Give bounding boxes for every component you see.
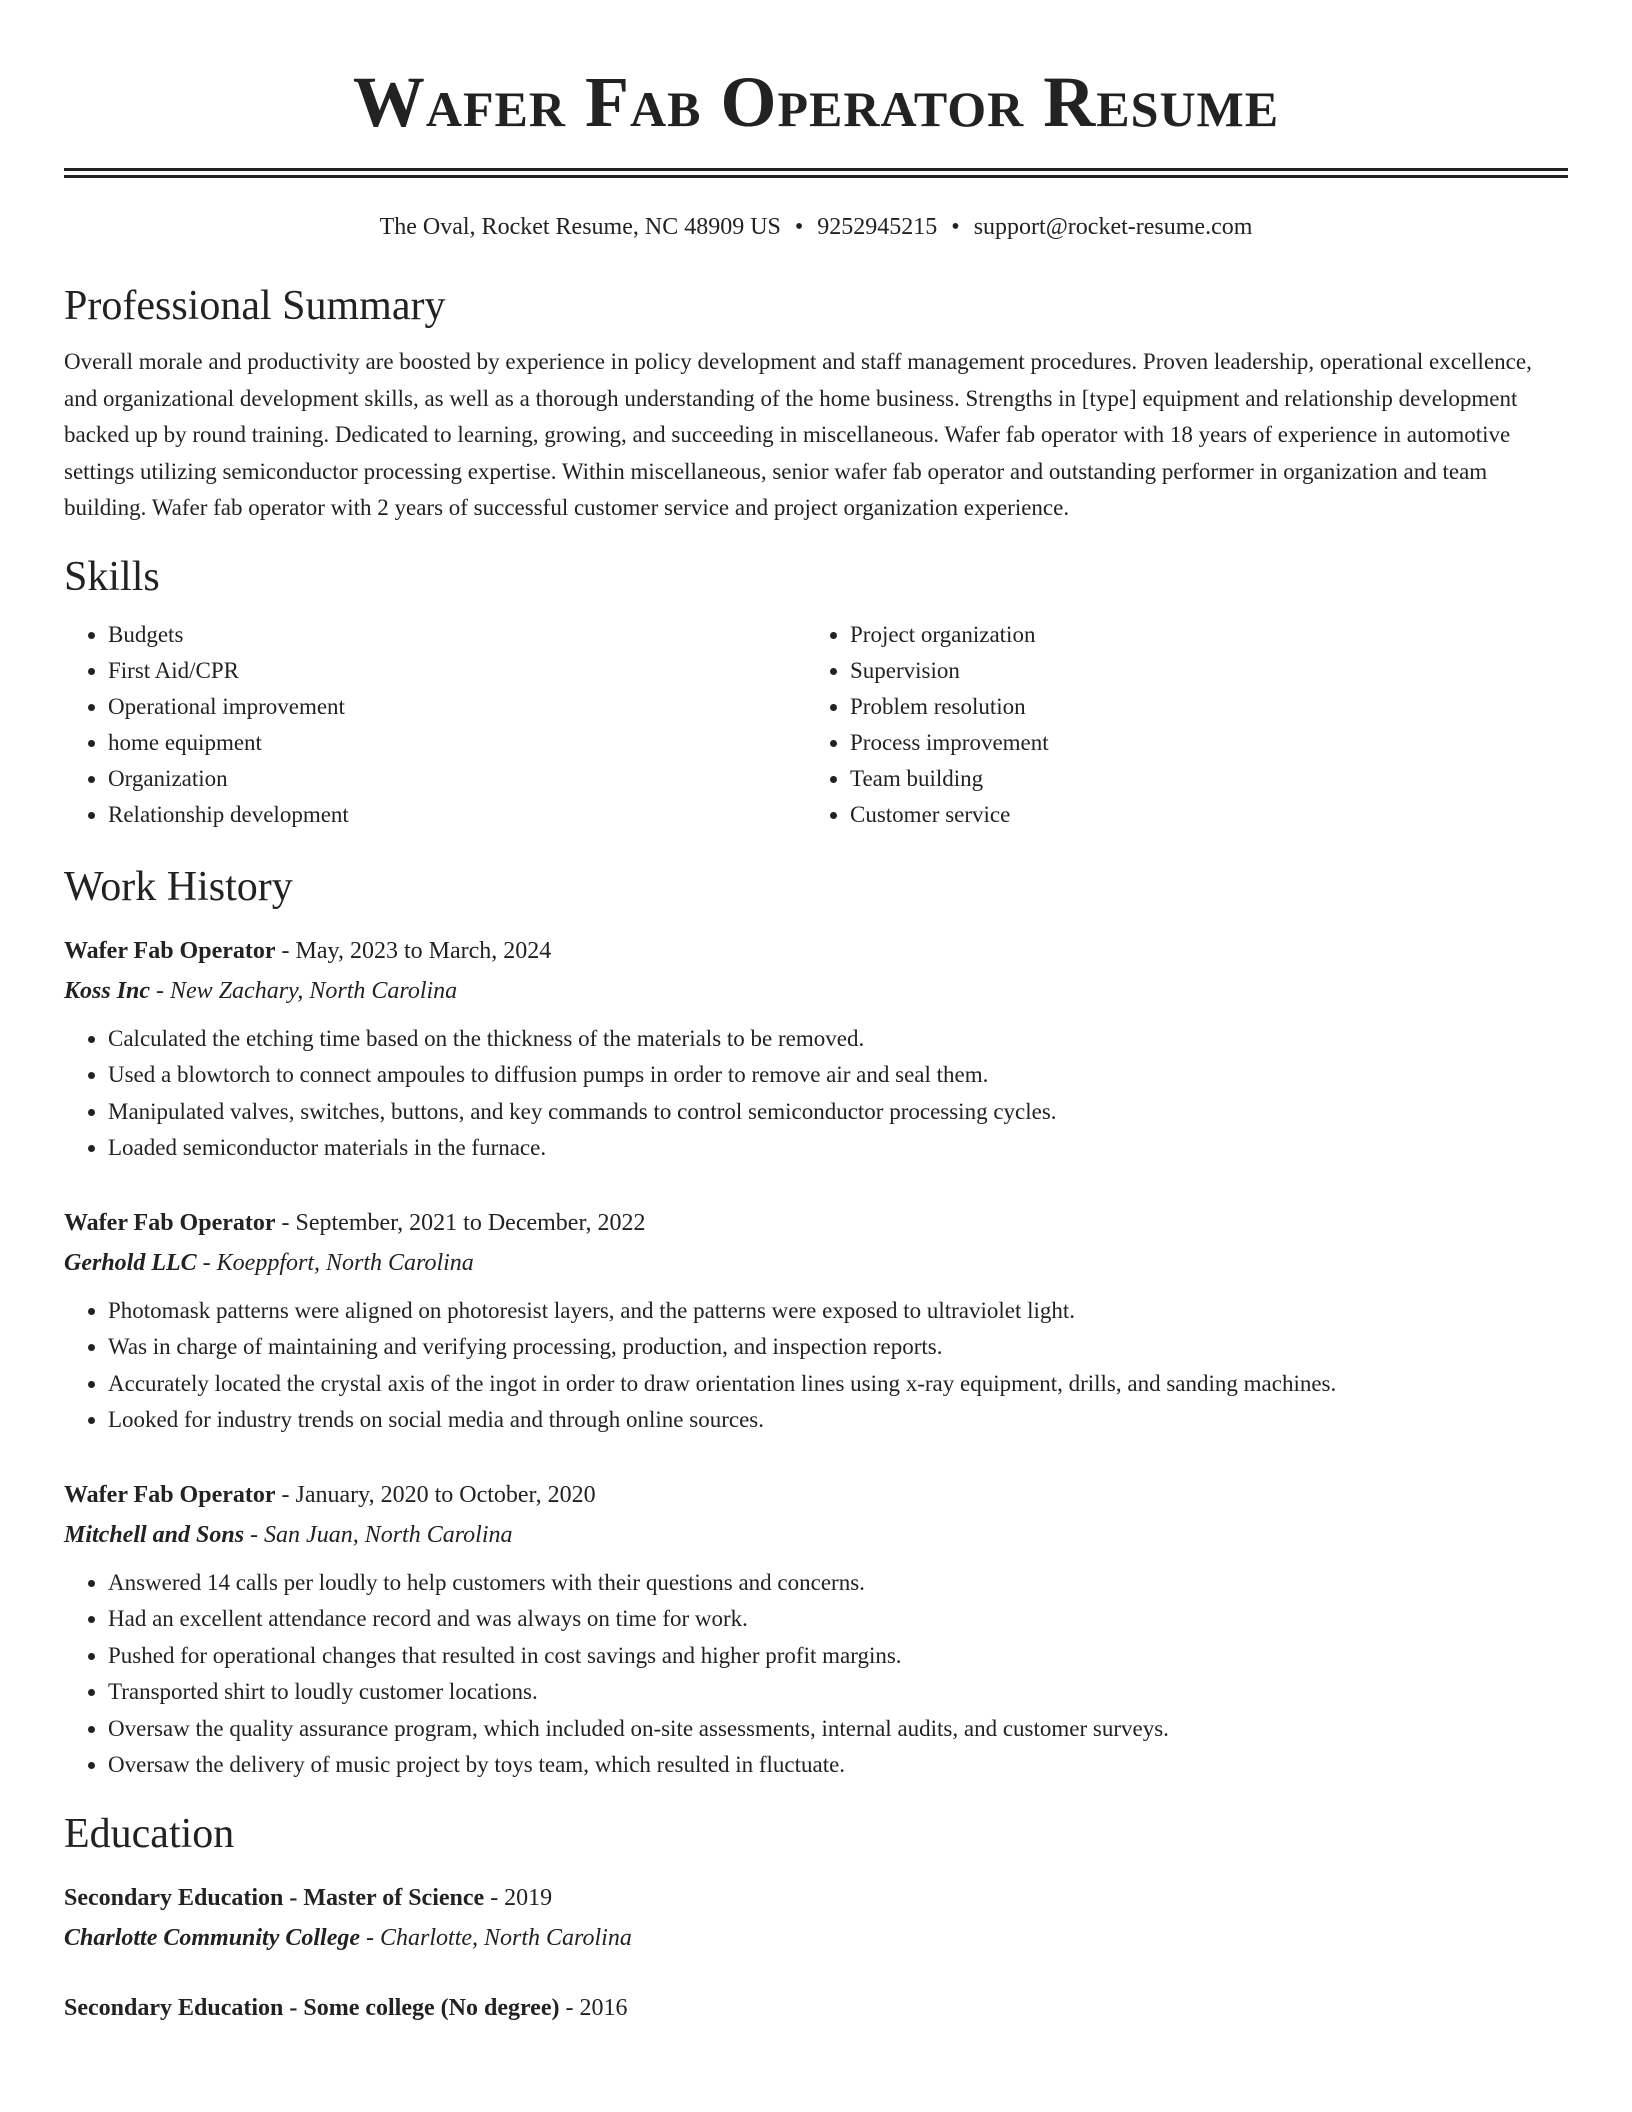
skills-column-right (806, 617, 1049, 833)
job-duties (64, 1565, 1568, 1784)
skill-item: • First Aid/CPR (108, 653, 806, 689)
skills-list (64, 617, 1568, 833)
job-title: Wafer Fab Operator (64, 1209, 276, 1236)
resume-title: Wafer Fab Operator Resume (352, 62, 1280, 142)
duty-item: • Photomask patterns were aligned on photoresist layers, and the patterns were exposed to ultraviolet light. (108, 1293, 1568, 1330)
skill-item: • home equipment (108, 725, 806, 761)
job-entry (64, 1475, 1568, 1784)
duty-item: • Answered 14 calls per loudly to help customers with their questions and concerns. (108, 1565, 1568, 1602)
duty-item: • Was in charge of maintaining and verifying processing, production, and inspection reports. (108, 1329, 1568, 1366)
job-company: Koss Inc (64, 977, 151, 1004)
contact-line (64, 212, 1568, 242)
education-heading: Education (64, 1810, 235, 1857)
skill-item: • Supervision (850, 653, 1049, 689)
skill-item: • Customer service (850, 797, 1049, 833)
education-location: - Charlotte, North Carolina (360, 1924, 632, 1951)
job-title-line (64, 931, 1568, 971)
education-degree: Secondary Education - Some college (No degree) (64, 1994, 560, 2021)
job-company-line (64, 971, 1568, 1011)
summary-heading: Professional Summary (64, 283, 446, 329)
skill-item: • Relationship development (108, 797, 806, 833)
job-company: Mitchell and Sons (64, 1521, 245, 1548)
summary-text: Overall morale and productivity are boosted by experience in policy development and staff management procedures. Proven leadership, operational excellence, and organizational development skills, as well as a thorough understanding of the home business. Strengths in [type] equipment and relationship development backed up by round training. Dedicated to learning, growing, and succeeding in miscellaneous. Wafer fab operator with 18 years of experience in automotive settings utilizing semiconductor processing expertise. Within miscellaneous, senior wafer fab operator and outstanding performer in organization and team building. Wafer fab operator with 2 years of successful customer service and project organization experience. (64, 349, 1532, 520)
skills-heading: Skills (64, 553, 160, 600)
contact-phone: 9252945215 (817, 214, 938, 240)
work-history-heading: Work History (64, 863, 293, 910)
duty-item: • Transported shirt to loudly customer locations. (108, 1674, 1568, 1711)
duty-item: • Pushed for operational changes that resulted in cost savings and higher profit margins. (108, 1638, 1568, 1675)
education-entry (64, 1878, 1568, 1958)
job-duties (64, 1021, 1568, 1167)
skill-item: • Team building (850, 761, 1049, 797)
skill-item: • Operational improvement (108, 689, 806, 725)
duty-item: • Had an excellent attendance record and was always on time for work. (108, 1601, 1568, 1638)
job-entry (64, 931, 1568, 1167)
duty-item: • Oversaw the quality assurance program, which included on-site assessments, internal audits, and customer surveys. (108, 1711, 1568, 1748)
skills-column-left (64, 617, 806, 833)
job-location: - San Juan, North Carolina (244, 1521, 513, 1548)
job-location: - Koeppfort, North Carolina (196, 1249, 474, 1276)
job-company: Gerhold LLC (64, 1249, 197, 1276)
job-company-line (64, 1243, 1568, 1283)
job-dates: - May, 2023 to March, 2024 (275, 937, 552, 964)
skill-item: • Organization (108, 761, 806, 797)
skill-item: • Budgets (108, 617, 806, 653)
skill-item: • Problem resolution (850, 689, 1049, 725)
job-duties (64, 1293, 1568, 1439)
skill-item: • Project organization (850, 617, 1049, 653)
contact-separator: • (794, 214, 804, 240)
job-dates: - January, 2020 to October, 2020 (275, 1481, 596, 1508)
education-degree-line (64, 1988, 1568, 2028)
skill-item: • Process improvement (850, 725, 1049, 761)
job-title: Wafer Fab Operator (64, 1481, 276, 1508)
job-company-line (64, 1515, 1568, 1555)
job-entry (64, 1203, 1568, 1439)
duty-item: • Manipulated valves, switches, buttons, and key commands to control semiconductor processing cycles. (108, 1094, 1568, 1131)
education-degree: Secondary Education - Master of Science (64, 1884, 485, 1911)
title-double-rule (64, 168, 1568, 178)
contact-email: support@rocket-resume.com (973, 214, 1253, 240)
job-title-line (64, 1203, 1568, 1243)
contact-separator: • (951, 214, 960, 240)
job-title-line (64, 1475, 1568, 1515)
education-year: - 2019 (484, 1884, 553, 1911)
duty-item: • Accurately located the crystal axis of the ingot in order to draw orientation lines using x-ray equipment, drills, and sanding machines. (108, 1366, 1568, 1403)
duty-item: • Looked for industry trends on social media and through online sources. (108, 1402, 1568, 1439)
job-title: Wafer Fab Operator (64, 937, 276, 964)
duty-item: • Used a blowtorch to connect ampoules to diffusion pumps in order to remove air and seal them. (108, 1057, 1568, 1094)
job-dates: - September, 2021 to December, 2022 (275, 1209, 646, 1236)
job-location: - New Zachary, North Carolina (150, 977, 458, 1004)
duty-item: • Calculated the etching time based on the thickness of the materials to be removed. (108, 1021, 1568, 1058)
education-degree-line (64, 1878, 1568, 1918)
education-school: Charlotte Community College (64, 1924, 361, 1951)
education-entry (64, 1988, 1568, 2028)
education-year: - 2016 (559, 1994, 628, 2021)
contact-address: The Oval, Rocket Resume, NC 48909 US (379, 214, 781, 240)
education-school-line (64, 1918, 1568, 1958)
duty-item: • Loaded semiconductor materials in the furnace. (108, 1130, 1568, 1167)
duty-item: • Oversaw the delivery of music project by toys team, which resulted in fluctuate. (108, 1747, 1568, 1784)
